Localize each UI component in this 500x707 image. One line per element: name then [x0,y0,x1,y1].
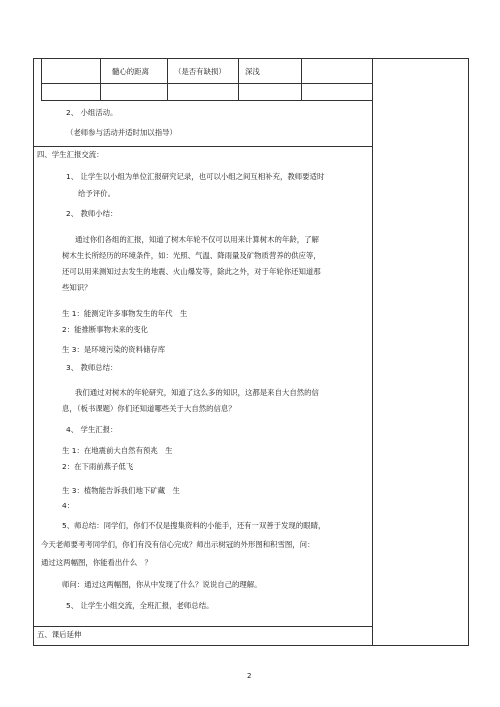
text-line: 通过你们各组的汇报，知道了树木年轮不仅可以用来计算树木的年龄，了解 [75,235,319,244]
inner-col-divider-3 [238,58,239,100]
inner-row-divider [41,83,372,84]
inner-col-divider-4 [301,58,302,100]
text-line: 树木生长所经历的环境条件，如：光照、气温、降雨量及矿物质营养的供应等， [62,251,321,260]
text-line: 2：在下雨前燕子低飞 [62,462,134,471]
inner-col-divider-2 [167,58,168,100]
text-line: 生 1：能测定许多事物发生的年代 生 [62,309,188,318]
section-heading: 五、课后延伸 [37,630,82,639]
text-line: 些知识？ [62,283,92,292]
text-line: 还可以用来测知过去发生的地震、火山爆发等，除此之外，对于年轮你还知道那 [62,267,321,276]
text-line: 2：能推断事物未来的变化 [62,325,149,334]
table-cell-distance: 髓心的距离 [112,67,149,76]
section-divider-2 [33,626,372,627]
text-line: 生 3：植物能告诉我们地下矿藏 生 [62,486,180,495]
inner-table-left [41,58,42,100]
text-line: 今天老师要考考同学们，你们有没有信心完成？师出示树冠的外形图和积雪图，问： [41,540,315,549]
text-line: 息，（板书课题）你们还知道哪些关于大自然的信息？ [62,404,236,413]
text-line: 4、 学生汇报： [66,425,118,434]
text-line: 通过这两幅图，你能看出什么 ？ [41,558,152,567]
text-line: （老师参与活动并适时加以指导） [66,128,177,137]
table-cell-damage: （是否有缺损） [174,67,226,76]
text-line: 我们通过对树木的年轮研究，知道了这么多的知识，这都是来自大自然的信 [75,388,319,397]
text-line: 师问：通过这两幅图，你从中发现了什么？说说自己的理解。 [62,580,262,589]
text-line: 4： [62,501,75,510]
text-line: 2、 教师小结： [66,209,118,218]
text-line: 生 1：在地震前大自然有预兆 生 [62,446,173,455]
right-column-divider [372,58,373,646]
inner-col-divider-1 [100,58,101,100]
text-line: 5、师总结：同学们，你们不仅是搜集资料的小能手，还有一双善于发现的眼睛， [62,521,326,530]
inner-table-bottom [41,100,372,101]
table-cell-depth: 深浅 [245,67,260,76]
text-line: 3、 教师总结： [66,363,118,372]
text-line: 2、 小组活动。 [66,108,118,117]
text-line: 1、 让学生以小组为单位汇报研究记录，也可以小组之间互相补充，教师要适时 [66,172,325,181]
text-line: 生 3：是环境污染的资料储存库 [62,345,166,354]
text-line: 给予评价。 [78,189,115,198]
page-number: 2 [247,672,252,680]
section-heading: 四、学生汇报交流： [37,150,104,159]
text-line: 5、 让学生小组交流，全班汇报，老师总结。 [66,601,214,610]
section-divider-1 [33,146,372,147]
